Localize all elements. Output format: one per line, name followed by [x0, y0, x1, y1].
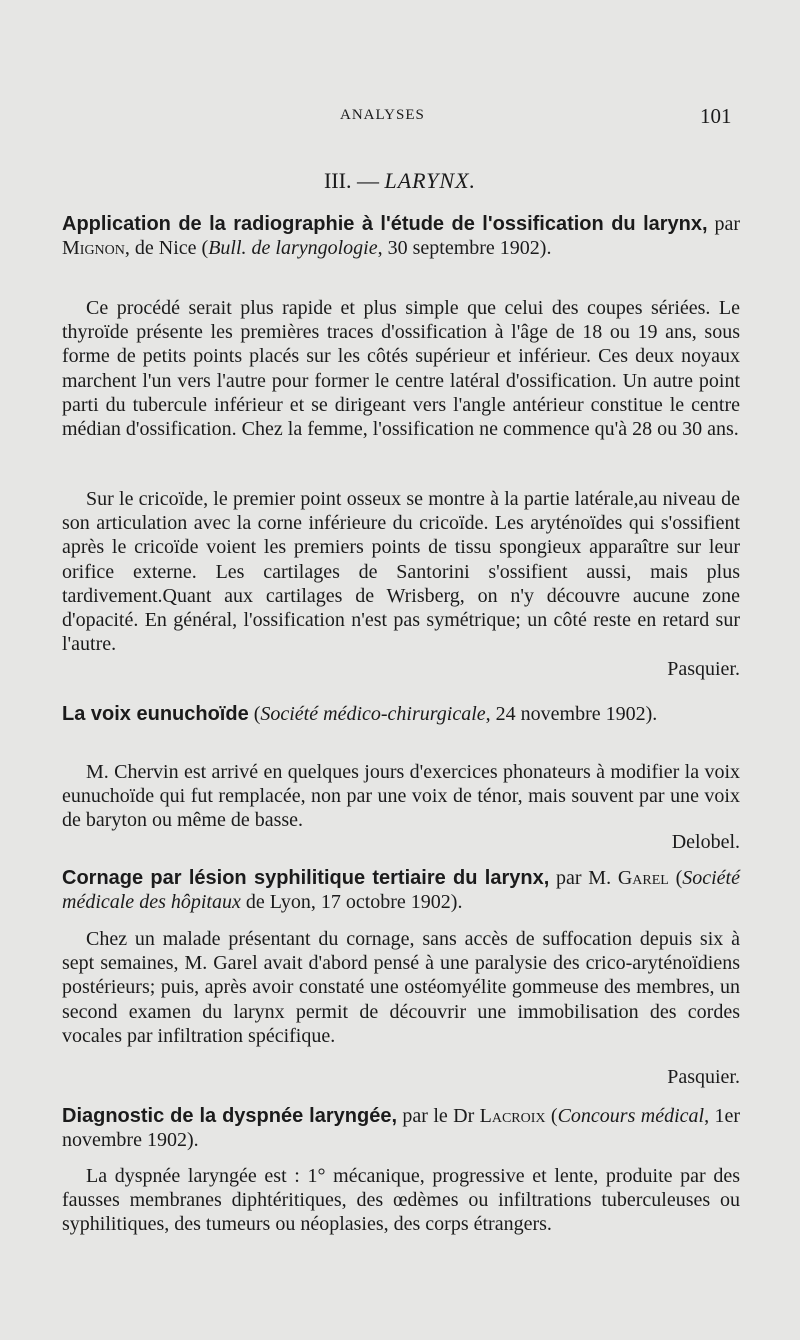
- signature: Pasquier.: [667, 1066, 740, 1088]
- article-2: [62, 702, 740, 726]
- article-1: [62, 212, 740, 260]
- article-title: La voix eunuchoïde: [62, 703, 249, 725]
- article-source: Bull. de laryngologie: [208, 237, 378, 260]
- article-4-paragraph-1: La dyspnée laryngée est : 1° mécanique, progressive et lente, produite par des fausses membranes diphtéritiques, des œdèmes ou infiltrations tuberculeuses ou syphilitiques, des tumeurs ou néoplasies, des corps étrangers.: [62, 1165, 740, 1236]
- article-title: Application de la radiographie à l'étude de l'ossification du larynx,: [62, 213, 708, 235]
- section-title: LARYNX.: [384, 168, 477, 193]
- article-author: Garel: [617, 867, 669, 889]
- article-3-paragraph-1: Chez un malade présentant du cornage, sans accès de suffocation depuis six à sept semaines, M. Garel avait d'abord pensé à une paralysie des crico-aryténoïdiens postérieurs; puis, après avoir constaté une ostéomyélite gommeuse des membres, un second examen du larynx permit de découvrir une immobilisation des cordes vocales par infiltration spécifique.: [62, 928, 740, 1047]
- running-title: ANALYSES: [340, 107, 425, 123]
- article-title: Diagnostic de la dyspnée laryngée,: [62, 1105, 397, 1127]
- section-number: III. —: [323, 168, 379, 193]
- article-2-paragraph-1: M. Chervin est arrivé en quelques jours d'exercices phonateurs à modifier la voix eunuchoïde qui fut remplacée, non par une voix de ténor, mais souvent par une voix de baryton ou même de basse.: [62, 761, 740, 832]
- page-number: 101: [700, 104, 732, 128]
- article-4-heading: Diagnostic de la dyspnée laryngée, par le Dr Lacroix (Concours médical, 1er novembre 1902).: [62, 1105, 741, 1152]
- article-source: Concours médical: [557, 1105, 705, 1127]
- article-3: [62, 866, 740, 914]
- article-title: Cornage par lésion syphilitique tertiaire du larynx,: [62, 867, 550, 889]
- article-2-heading: La voix eunuchoïde (Société médico-chirurgicale, 24 novembre 1902).: [62, 703, 658, 725]
- article-1-paragraph-2: Sur le cricoïde, le premier point osseux se montre à la partie latérale,au niveau de son articulation avec la corne inférieure du cricoïde. Les aryténoïdes qui s'ossifient après le cricoïde voient les premiers points de tissu spongieux apparaître sur leur orifice externe. Les cartilages de Santorini s'ossifient aussi, mais plus tardivement.Quant aux cartilages de Wrisberg, on n'y découvre aucune zone d'opacité. En général, l'ossification n'est pas symétrique; un côté reste en retard sur l'autre.: [62, 488, 740, 656]
- article-3-heading: Cornage par lésion syphilitique tertiaire du larynx, par M. Garel (Société médicale des hôpitaux de Lyon, 17 octobre 1902).: [62, 867, 740, 914]
- article-author: Mignon: [62, 237, 125, 260]
- article-1-paragraph-1: Ce procédé serait plus rapide et plus simple que celui des coupes sériées. Le thyroïde présente les premières traces d'ossification à l'âge de 18 ou 19 ans, sous forme de petits points placés sur les côtés supérieur et inférieur. Ces deux noyaux marchent l'un vers l'autre pour former le centre latéral d'ossification. Un autre point parti du tubercule inférieur et se dirigeant vers l'angle antérieur constitue le centre médian d'ossification. Chez la femme, l'ossification ne commence qu'à 28 ou 30 ans.: [62, 297, 740, 441]
- article-4: [62, 1104, 740, 1152]
- article-source: Société médicale des hôpitaux: [62, 867, 740, 914]
- section-heading: [0, 168, 800, 194]
- article-1-heading: Application de la radiographie à l'étude de l'ossification du larynx, par Mignon, de Nice (Bull. de laryngologie, 30 septembre 1902).: [62, 213, 740, 260]
- article-author: Lacroix: [479, 1105, 546, 1127]
- signature: Delobel.: [671, 831, 740, 853]
- article-source: Société médico-chirurgicale: [260, 703, 486, 725]
- signature: Pasquier.: [667, 658, 740, 680]
